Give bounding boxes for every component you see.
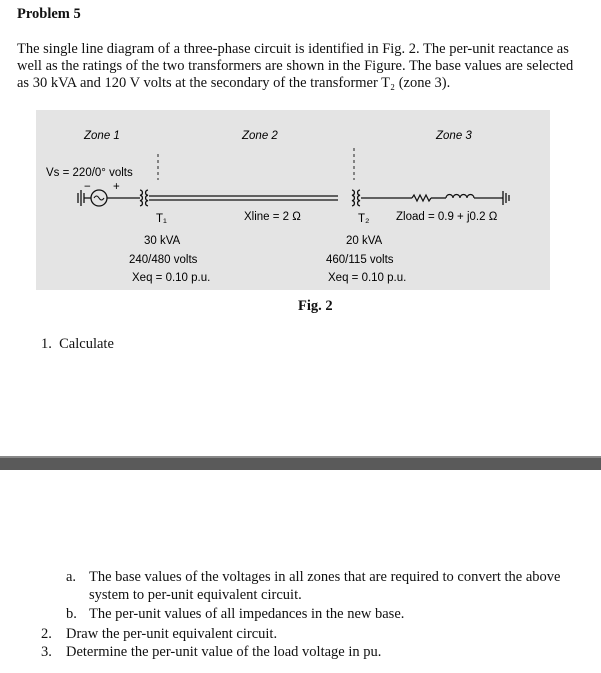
ac-source-sine: [94, 196, 104, 200]
t2-label: T₂: [358, 213, 370, 225]
load-resistor-icon: [412, 195, 431, 201]
question-1: [41, 336, 114, 353]
source-voltage-label: Vs = 220/0° volts: [46, 167, 133, 179]
question-b-number: b.: [66, 606, 77, 622]
t2-reactance: Xeq = 0.10 p.u.: [328, 272, 407, 284]
question-1-number: 1.: [41, 336, 52, 352]
page-divider: [0, 456, 601, 470]
question-a-text: The base values of the voltages in all zones that are required to convert the above system to per-unit equivalent circuit.: [89, 569, 561, 603]
t2-rating-kva: 20 kVA: [346, 235, 383, 247]
figure-caption: Fig. 2: [298, 298, 333, 314]
question-b-text: The per-unit values of all impedances in the new base.: [89, 606, 405, 622]
question-2-number: 2.: [41, 626, 52, 642]
t1-reactance: Xeq = 0.10 p.u.: [132, 272, 211, 284]
zone-3-label: Zone 3: [436, 130, 472, 142]
transformer-t1-icon: [140, 190, 148, 206]
problem-intro: The single line diagram of a three-phase circuit is identified in Fig. 2. The per-unit reactance as well as the ratings of the two transformers are shown in the Figure. The base values are selected as 30 kVA and 120 V volts at the secondary of the transformer T₂ (zone 3).: [17, 41, 574, 91]
load-impedance: Zload = 0.9 + j0.2 Ω: [396, 211, 498, 223]
t1-rating-kva: 30 kVA: [144, 235, 181, 247]
question-2-text: Draw the per-unit equivalent circuit.: [66, 626, 278, 642]
single-line-diagram: [36, 110, 550, 290]
line-reactance: Xline = 2 Ω: [244, 211, 301, 223]
source-polarity-minus: −: [84, 181, 91, 193]
zone-2-label: Zone 2: [242, 130, 278, 142]
t1-label: T₁: [156, 213, 167, 225]
t2-rating-volts: 460/115 volts: [326, 254, 394, 266]
load-inductor-icon: [446, 195, 474, 199]
source-polarity-plus: +: [113, 181, 120, 193]
question-a-number: a.: [66, 569, 77, 585]
question-3-text: Determine the per-unit value of the load voltage in pu.: [66, 644, 382, 660]
problem-title: Problem 5: [17, 6, 81, 22]
t1-rating-volts: 240/480 volts: [129, 254, 198, 266]
ground-right-icon: [503, 191, 509, 205]
zone-1-label: Zone 1: [84, 130, 120, 142]
question-1-text: Calculate: [59, 336, 114, 352]
transformer-t2-icon: [352, 190, 360, 206]
question-3-number: 3.: [41, 644, 52, 660]
